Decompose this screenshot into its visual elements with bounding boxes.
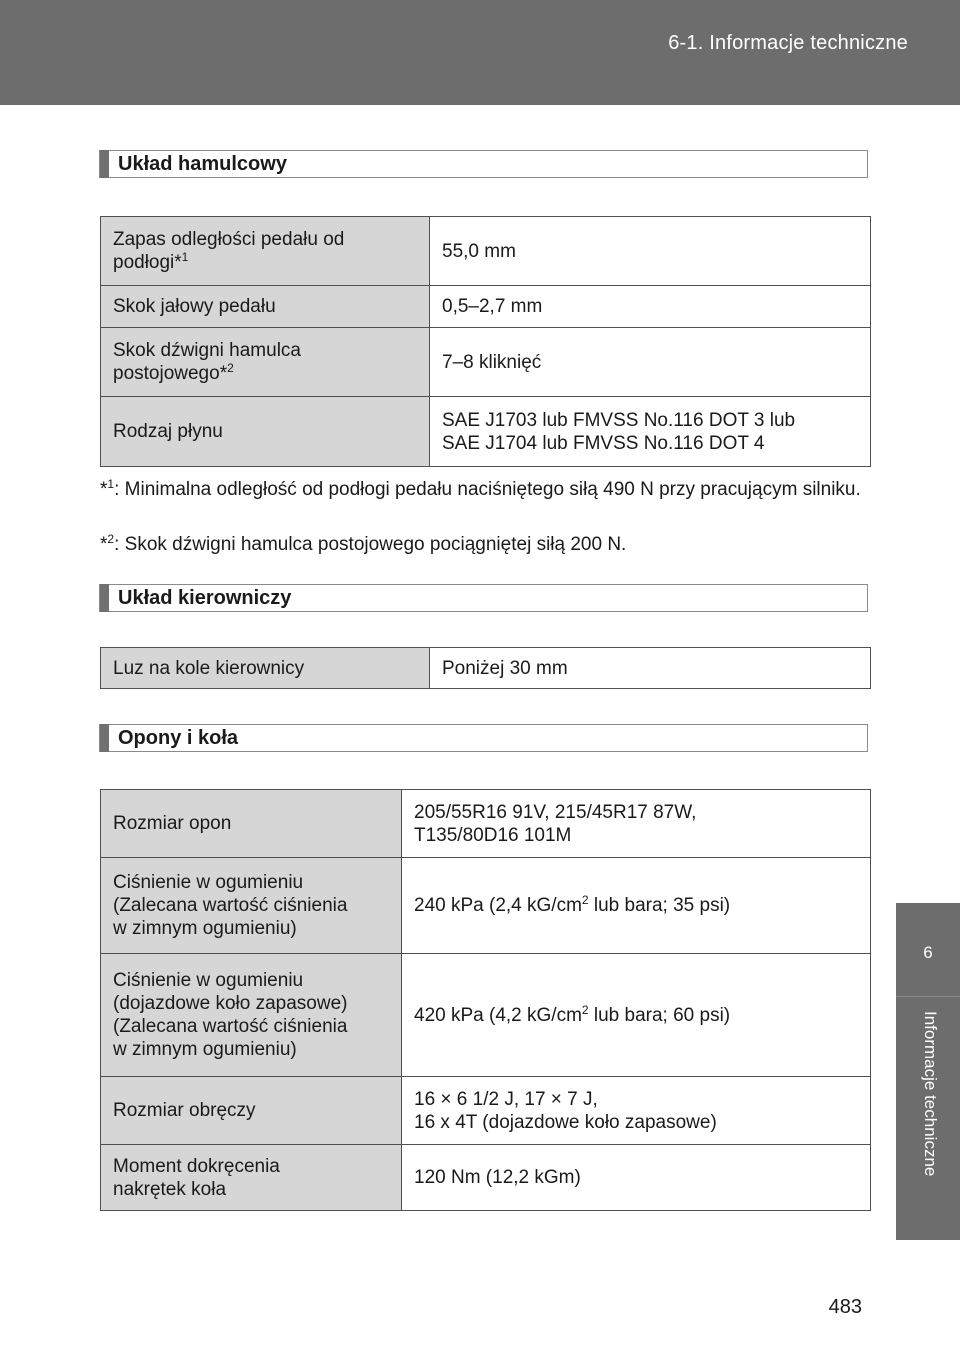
spec-label [101, 858, 402, 954]
spec-label-line: Ciśnienie w ogumieniu [113, 872, 304, 893]
spec-label-line: w zimnym ogumieniu) [113, 918, 297, 939]
brakes-table [100, 216, 871, 467]
spec-value: 120 Nm (12,2 kGm) [402, 1145, 871, 1211]
spec-value [402, 1077, 871, 1145]
footnote-ref: 2 [227, 361, 234, 375]
spec-value: 0,5–2,7 mm [430, 286, 871, 328]
footnote-mark-number: 2 [107, 532, 115, 546]
spec-label-line: Ciśnienie w ogumieniu [113, 970, 304, 991]
spec-label: Luz na kole kierownicy [101, 648, 430, 689]
spec-value: 7–8 kliknięć [430, 328, 871, 397]
tires-table [100, 789, 871, 1211]
section-heading-steering [99, 584, 868, 612]
spec-value-line: SAE J1703 lub FMVSS No.116 DOT 3 lub [442, 409, 796, 431]
spec-value: 55,0 mm [430, 217, 871, 286]
spec-value-line: 16 × 6 1/2 J, 17 × 7 J, [414, 1088, 598, 1110]
spec-value-line: SAE J1704 lub FMVSS No.116 DOT 4 [442, 432, 765, 454]
steering-table [100, 647, 871, 689]
footnote [100, 533, 870, 557]
section-heading-text: Układ hamulcowy [118, 153, 287, 175]
spec-label [101, 328, 430, 397]
spec-label [101, 954, 402, 1077]
spec-label: Rodzaj płynu [101, 397, 430, 467]
chapter-tab-divider [896, 996, 960, 997]
table-row [101, 328, 871, 397]
table-row [101, 286, 871, 328]
section-heading-tires [99, 724, 868, 752]
spec-label-text: Skok dźwigni hamulca postojowego* [113, 340, 301, 384]
spec-label [101, 1145, 402, 1211]
spec-label-line: (dojazdowe koło zapasowe) [113, 993, 348, 1014]
section-accent [100, 150, 109, 178]
spec-value-line: 205/55R16 91V, 215/45R17 87W, [414, 801, 697, 823]
table-row [101, 954, 871, 1077]
superscript: 2 [581, 1002, 589, 1017]
spec-value [430, 397, 871, 467]
section-title: 6-1. Informacje techniczne [668, 32, 908, 54]
spec-label: Rozmiar obręczy [101, 1077, 402, 1145]
spec-label-line: w zimnym ogumieniu) [113, 1039, 297, 1060]
footnote-mark-number: 1 [107, 477, 115, 491]
section-accent [100, 584, 109, 612]
spec-value [402, 858, 871, 954]
spec-value-line: T135/80D16 101M [414, 824, 572, 846]
header-band [0, 0, 960, 105]
spec-label-line: (Zalecana wartość ciśnienia [113, 1016, 348, 1037]
spec-value-line: 16 x 4T (dojazdowe koło zapasowe) [414, 1111, 717, 1133]
spec-label: Skok jałowy pedału [101, 286, 430, 328]
footnote-text: : Skok dźwigni hamulca postojowego pociągniętej siłą 200 N. [114, 534, 627, 555]
chapter-tab [896, 903, 960, 1240]
footnote [100, 478, 870, 502]
footnote-ref: 1 [181, 250, 189, 264]
section-heading-brakes [99, 150, 868, 178]
spec-value-text: lub bara; 60 psi) [588, 1004, 731, 1026]
chapter-number-box [896, 903, 960, 996]
chapter-number: 6 [923, 943, 933, 962]
table-row [101, 790, 871, 858]
spec-label: Rozmiar opon [101, 790, 402, 858]
page-number: 483 [828, 1296, 862, 1318]
table-row [101, 217, 871, 286]
section-heading-text: Opony i koła [118, 727, 239, 749]
spec-label [101, 217, 430, 286]
spec-value-text: lub bara; 35 psi) [588, 895, 731, 916]
footnote-mark: * [100, 534, 108, 555]
footnote-text: : Minimalna odległość od podłogi pedału naciśniętego siłą 490 N przy pracującym silniku. [114, 479, 861, 500]
spec-value: Poniżej 30 mm [430, 648, 871, 689]
spec-label-line: (Zalecana wartość ciśnienia [113, 895, 348, 916]
section-heading-text: Układ kierowniczy [118, 587, 292, 609]
chapter-label: Informacje techniczne [921, 1011, 940, 1177]
spec-value-text: 240 kPa (2,4 kG/cm [414, 895, 582, 916]
spec-value [402, 790, 871, 858]
superscript: 2 [581, 893, 589, 907]
spec-label-text: Zapas odległości pedału od podłogi* [113, 229, 345, 273]
spec-value [402, 954, 871, 1077]
section-accent [100, 724, 109, 752]
footnote-mark: * [100, 479, 108, 500]
table-row [101, 1077, 871, 1145]
spec-label-line: Moment dokręcenia [113, 1155, 280, 1177]
table-row [101, 858, 871, 954]
table-row [101, 397, 871, 467]
spec-value-text: 420 kPa (4,2 kG/cm [414, 1004, 582, 1026]
spec-label-line: nakrętek koła [113, 1178, 227, 1200]
table-row [101, 648, 871, 689]
table-row [101, 1145, 871, 1211]
